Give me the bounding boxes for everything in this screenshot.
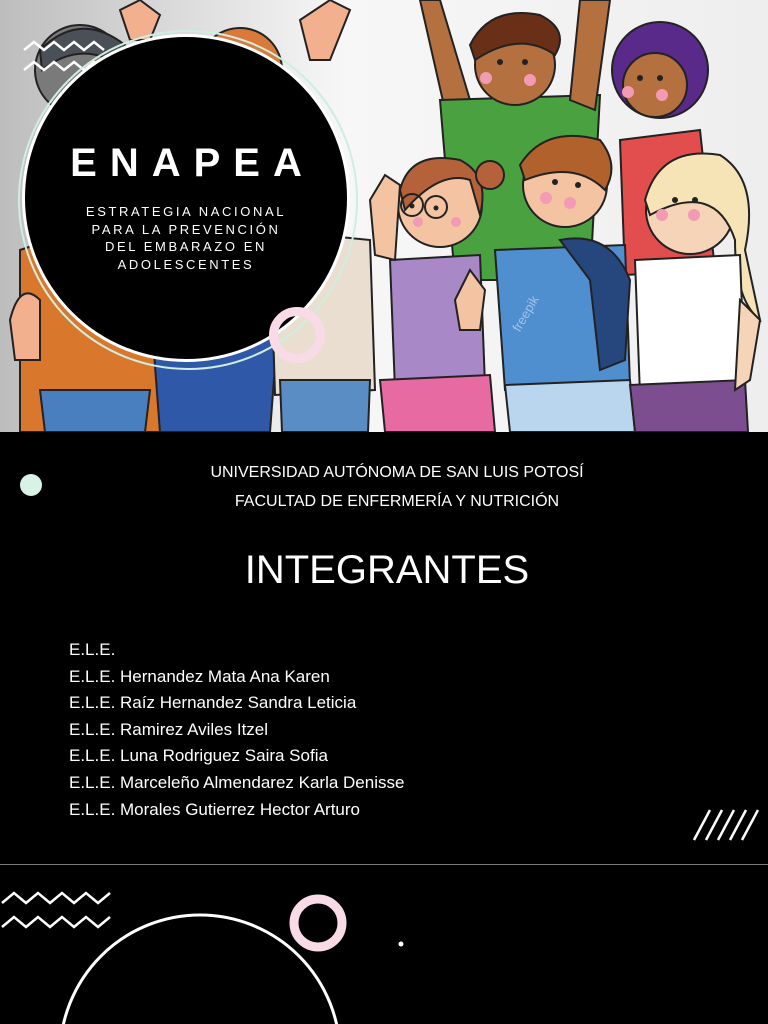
slash-lines-decoration (690, 806, 768, 846)
cover-subtitle: ESTRATEGIA NACIONAL PARA LA PREVENCIÓN DEL EMBARAZO EN ADOLESCENTES (85, 204, 287, 272)
institution-block (0, 458, 768, 516)
info-slide (0, 432, 768, 864)
university-name: UNIVERSIDAD AUTÓNOMA DE SAN LUIS POTOSÍ (210, 464, 584, 481)
pink-ring-decoration (269, 307, 325, 363)
cover-slide (0, 0, 768, 432)
member-item: E.L.E. Hernandez Mata Ana Karen (69, 666, 330, 686)
member-item: E.L.E. (69, 640, 116, 659)
cover-title: ENAPEA (70, 141, 315, 185)
member-item: E.L.E. Luna Rodriguez Saira Sofia (69, 746, 328, 766)
member-item: E.L.E. Ramirez Aviles Itzel (69, 719, 269, 739)
faculty-name: FACULTAD DE ENFERMERÍA Y NUTRICIÓN (234, 493, 560, 510)
members-list (69, 637, 404, 823)
member-item: E.L.E. Morales Gutierrez Hector Arturo (69, 799, 360, 819)
watermark: freepik (509, 292, 542, 335)
member-item: E.L.E. Marceleño Almendarez Karla Denisse (69, 772, 405, 792)
members-heading: INTEGRANTES (244, 548, 530, 592)
member-item: E.L.E. Raíz Hernandez Sandra Leticia (69, 693, 357, 713)
decorative-shapes (0, 865, 768, 1024)
next-slide-preview (0, 865, 768, 1024)
